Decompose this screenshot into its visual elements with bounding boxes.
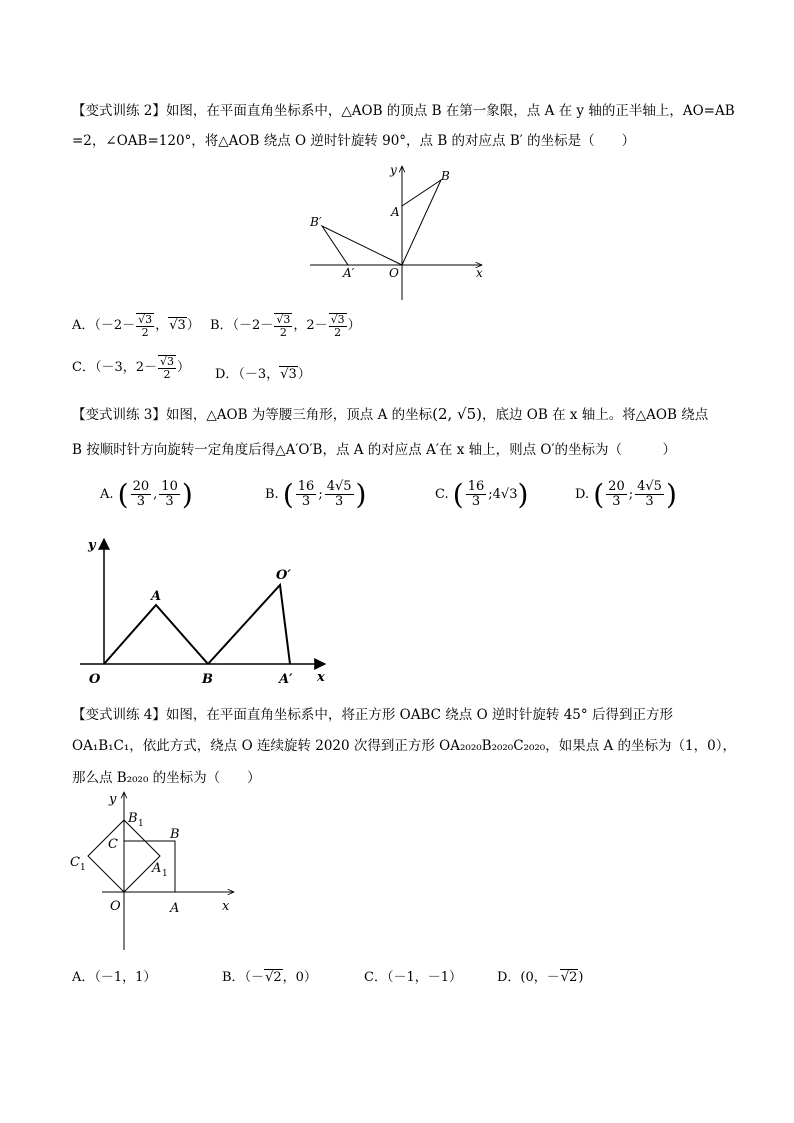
q3-option-a[interactable]: A. ( $\frac{20}{3}$ , $\frac{10}{3}$ ): [100, 478, 193, 511]
q3-label-y: y: [88, 538, 96, 553]
q2-option-c[interactable]: C．（－3，2－ $\frac{√3}{2}$ ）: [72, 355, 191, 381]
q2-stem-line1: 【变式训练 2】如图，在平面直角坐标系中，△AOB 的顶点 B 在第一象限，点 A 在 y 轴的正半轴上，AO=AB: [72, 103, 735, 119]
q4-label-B1-sub: 1: [138, 819, 144, 829]
q4-option-c[interactable]: C．（－1，－1）: [364, 970, 462, 985]
q3-option-b[interactable]: B. ( $\frac{16}{3}$ ; $\frac{4√5}{3}$ ): [265, 478, 367, 511]
q4-stem-line3: 那么点 B₂₀₂₀ 的坐标为（ ）: [72, 770, 261, 786]
q2-figure: [300, 160, 500, 302]
q4-label-C: C: [108, 837, 118, 852]
q2-triangle-aob: [402, 180, 441, 265]
q4-label-C1-sub: 1: [80, 863, 86, 873]
q2-label-y: y: [390, 163, 397, 177]
q4-label-x: x: [222, 899, 230, 914]
q4-figure: [62, 786, 242, 954]
q4-option-b[interactable]: B．（－√2，0）: [222, 970, 317, 985]
q3-stem-line2: B 按顺时针方向旋转一定角度后得△A′O′B，点 A 的对应点 A′在 x 轴上，则点 O′的坐标为（ ）: [72, 442, 677, 458]
q4-option-a[interactable]: A．（－1，1）: [72, 970, 157, 985]
q3-option-d[interactable]: D. ( $\frac{20}{3}$ ; $\frac{4√5}{3}$ ): [575, 478, 677, 511]
q2-label-O: O: [389, 266, 399, 280]
q2-label-Bp: B′: [310, 215, 322, 229]
q4-label-A1: A: [152, 861, 162, 876]
q3-label-Ap: A′: [279, 672, 293, 687]
q2-label-x: x: [476, 266, 483, 280]
q4-stem-line2: OA₁B₁C₁，依此方式，绕点 O 连续旋转 2020 次得到正方形 OA₂₀₂₀B₂₀₂₀C₂₀₂₀，如果点 A 的坐标为（1，0），: [72, 738, 736, 754]
q4-label-B: B: [170, 827, 180, 842]
q4-label-O: O: [110, 899, 121, 914]
q3-label-B: B: [202, 672, 213, 687]
q3-label-A: A: [151, 589, 162, 604]
q2-stem-line2: =2，∠OAB=120°，将△AOB 绕点 O 逆时针旋转 90°，点 B 的对应点 B′ 的坐标是（ ）: [72, 133, 636, 149]
q4-label-B1: B: [128, 811, 138, 826]
q4-label-A: A: [170, 901, 180, 916]
q2-label-B: B: [441, 169, 450, 183]
q2-label-Ap: A′: [343, 266, 355, 280]
q2-triangle-rotated: [322, 226, 402, 265]
q3-option-c[interactable]: C. ( $\frac{16}{3}$ ;4√3): [435, 478, 529, 511]
q3-figure: [80, 533, 340, 693]
q4-label-y: y: [109, 792, 117, 807]
q4-label-C1: C: [70, 855, 80, 870]
q3-triangle-rotated: [208, 585, 290, 664]
q3-label-x: x: [317, 670, 325, 685]
q3-coord-a: (2, √5): [432, 405, 483, 423]
q3-triangle-aob: [104, 605, 208, 664]
q2-option-b[interactable]: B．（－2－ $\frac{√3}{2}$ ，2－ $\frac{√3}{2}$ ）: [210, 313, 361, 339]
q2-option-d[interactable]: D．（－3，√3）: [215, 367, 311, 382]
q2-option-a[interactable]: A．（－2－ $\frac{√3}{2}$ ，√3）: [72, 313, 200, 339]
q2-label-A: A: [391, 205, 400, 219]
q4-stem-line1: 【变式训练 4】如图，在平面直角坐标系中，将正方形 OABC 绕点 O 逆时针旋转 45° 后得到正方形: [72, 707, 673, 723]
q4-option-d[interactable]: D．(0，－√2): [497, 970, 584, 985]
q4-label-A1-sub: 1: [162, 869, 168, 879]
q3-label-O: O: [89, 672, 101, 687]
q3-stem-line1: 【变式训练 3】如图，△AOB 为等腰三角形，顶点 A 的坐标(2, √5)，底边 OB 在 x 轴上。将△AOB 绕点: [72, 405, 709, 423]
q3-label-Op: O′: [276, 568, 291, 583]
